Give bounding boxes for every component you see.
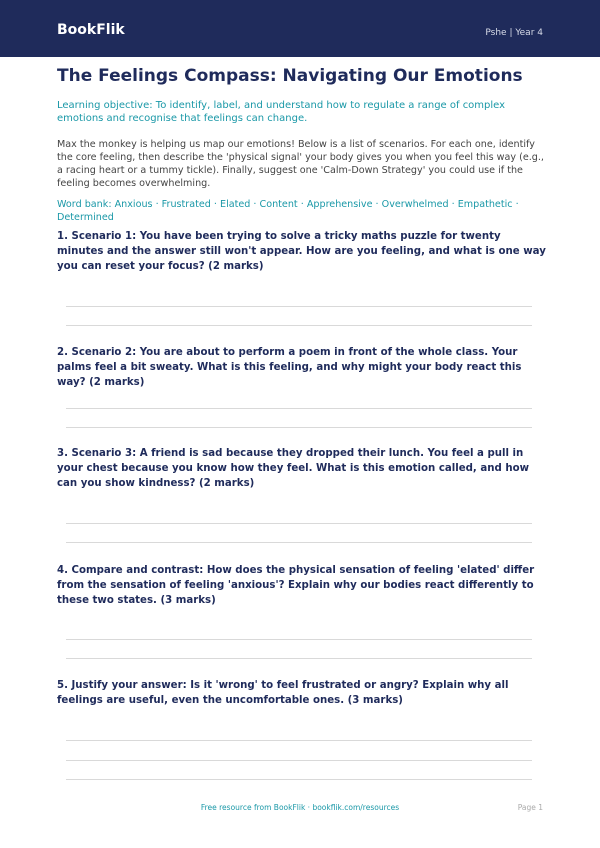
question-1: 1. Scenario 1: You have been trying to solve a tricky maths puzzle for twenty minutes and the answer still won't appear. How are you feeling, and what is one way you can reset your focus? (2 marks)	[57, 231, 546, 272]
word-bank: Word bank: Anxious · Frustrated · Elated · Content · Apprehensive · Overwhelmed · Empathetic · Determined	[57, 199, 519, 223]
answer-line[interactable]	[66, 639, 532, 640]
question-2: 2. Scenario 2: You are about to perform a poem in front of the whole class. Your palms feel a bit sweaty. What is this feeling, and why might your body react this way? (2 marks)	[57, 347, 522, 388]
answer-line[interactable]	[66, 779, 532, 780]
page-number: Page 1	[517, 803, 543, 812]
page-title: The Feelings Compass: Navigating Our Emotions	[57, 66, 523, 86]
answer-line[interactable]	[66, 760, 532, 761]
instructions-text: Max the monkey is helping us map our emotions! Below is a list of scenarios. For each one, identify the core feeling, then describe the 'physical signal' your body gives you when you feel this way (e.g., a racing heart or a tummy tickle). Finally, suggest one 'Calm-Down Strategy' you could use if the feeling becomes overwhelming.	[57, 139, 544, 189]
learning-objective: Learning objective: To identify, label, and understand how to regulate a range of complex emotions and recognise that feelings can change.	[57, 100, 506, 124]
answer-line[interactable]	[66, 306, 532, 307]
answer-line[interactable]	[66, 542, 532, 543]
answer-line[interactable]	[66, 658, 532, 659]
question-4: 4. Compare and contrast: How does the physical sensation of feeling 'elated' differ from the sensation of feeling 'anxious'? Explain why our bodies react differently to these two states. (3 marks)	[57, 565, 535, 606]
subject-year-label: Pshe | Year 4	[485, 28, 543, 38]
answer-line[interactable]	[66, 740, 532, 741]
answer-line[interactable]	[66, 325, 532, 326]
footer-source: Free resource from BookFlik · bookflik.com/resources	[200, 803, 400, 812]
brand-logo-text: BookFlik	[57, 22, 125, 38]
question-5: 5. Justify your answer: Is it 'wrong' to feel frustrated or angry? Explain why all feelings are useful, even the uncomfortable ones. (3 marks)	[57, 680, 509, 706]
answer-line[interactable]	[66, 523, 532, 524]
question-3: 3. Scenario 3: A friend is sad because they dropped their lunch. You feel a pull in your chest because you know how they feel. What is this emotion called, and how can you show kindness? (2 marks)	[57, 448, 529, 489]
answer-line[interactable]	[66, 408, 532, 409]
answer-line[interactable]	[66, 427, 532, 428]
page-header	[0, 0, 600, 57]
